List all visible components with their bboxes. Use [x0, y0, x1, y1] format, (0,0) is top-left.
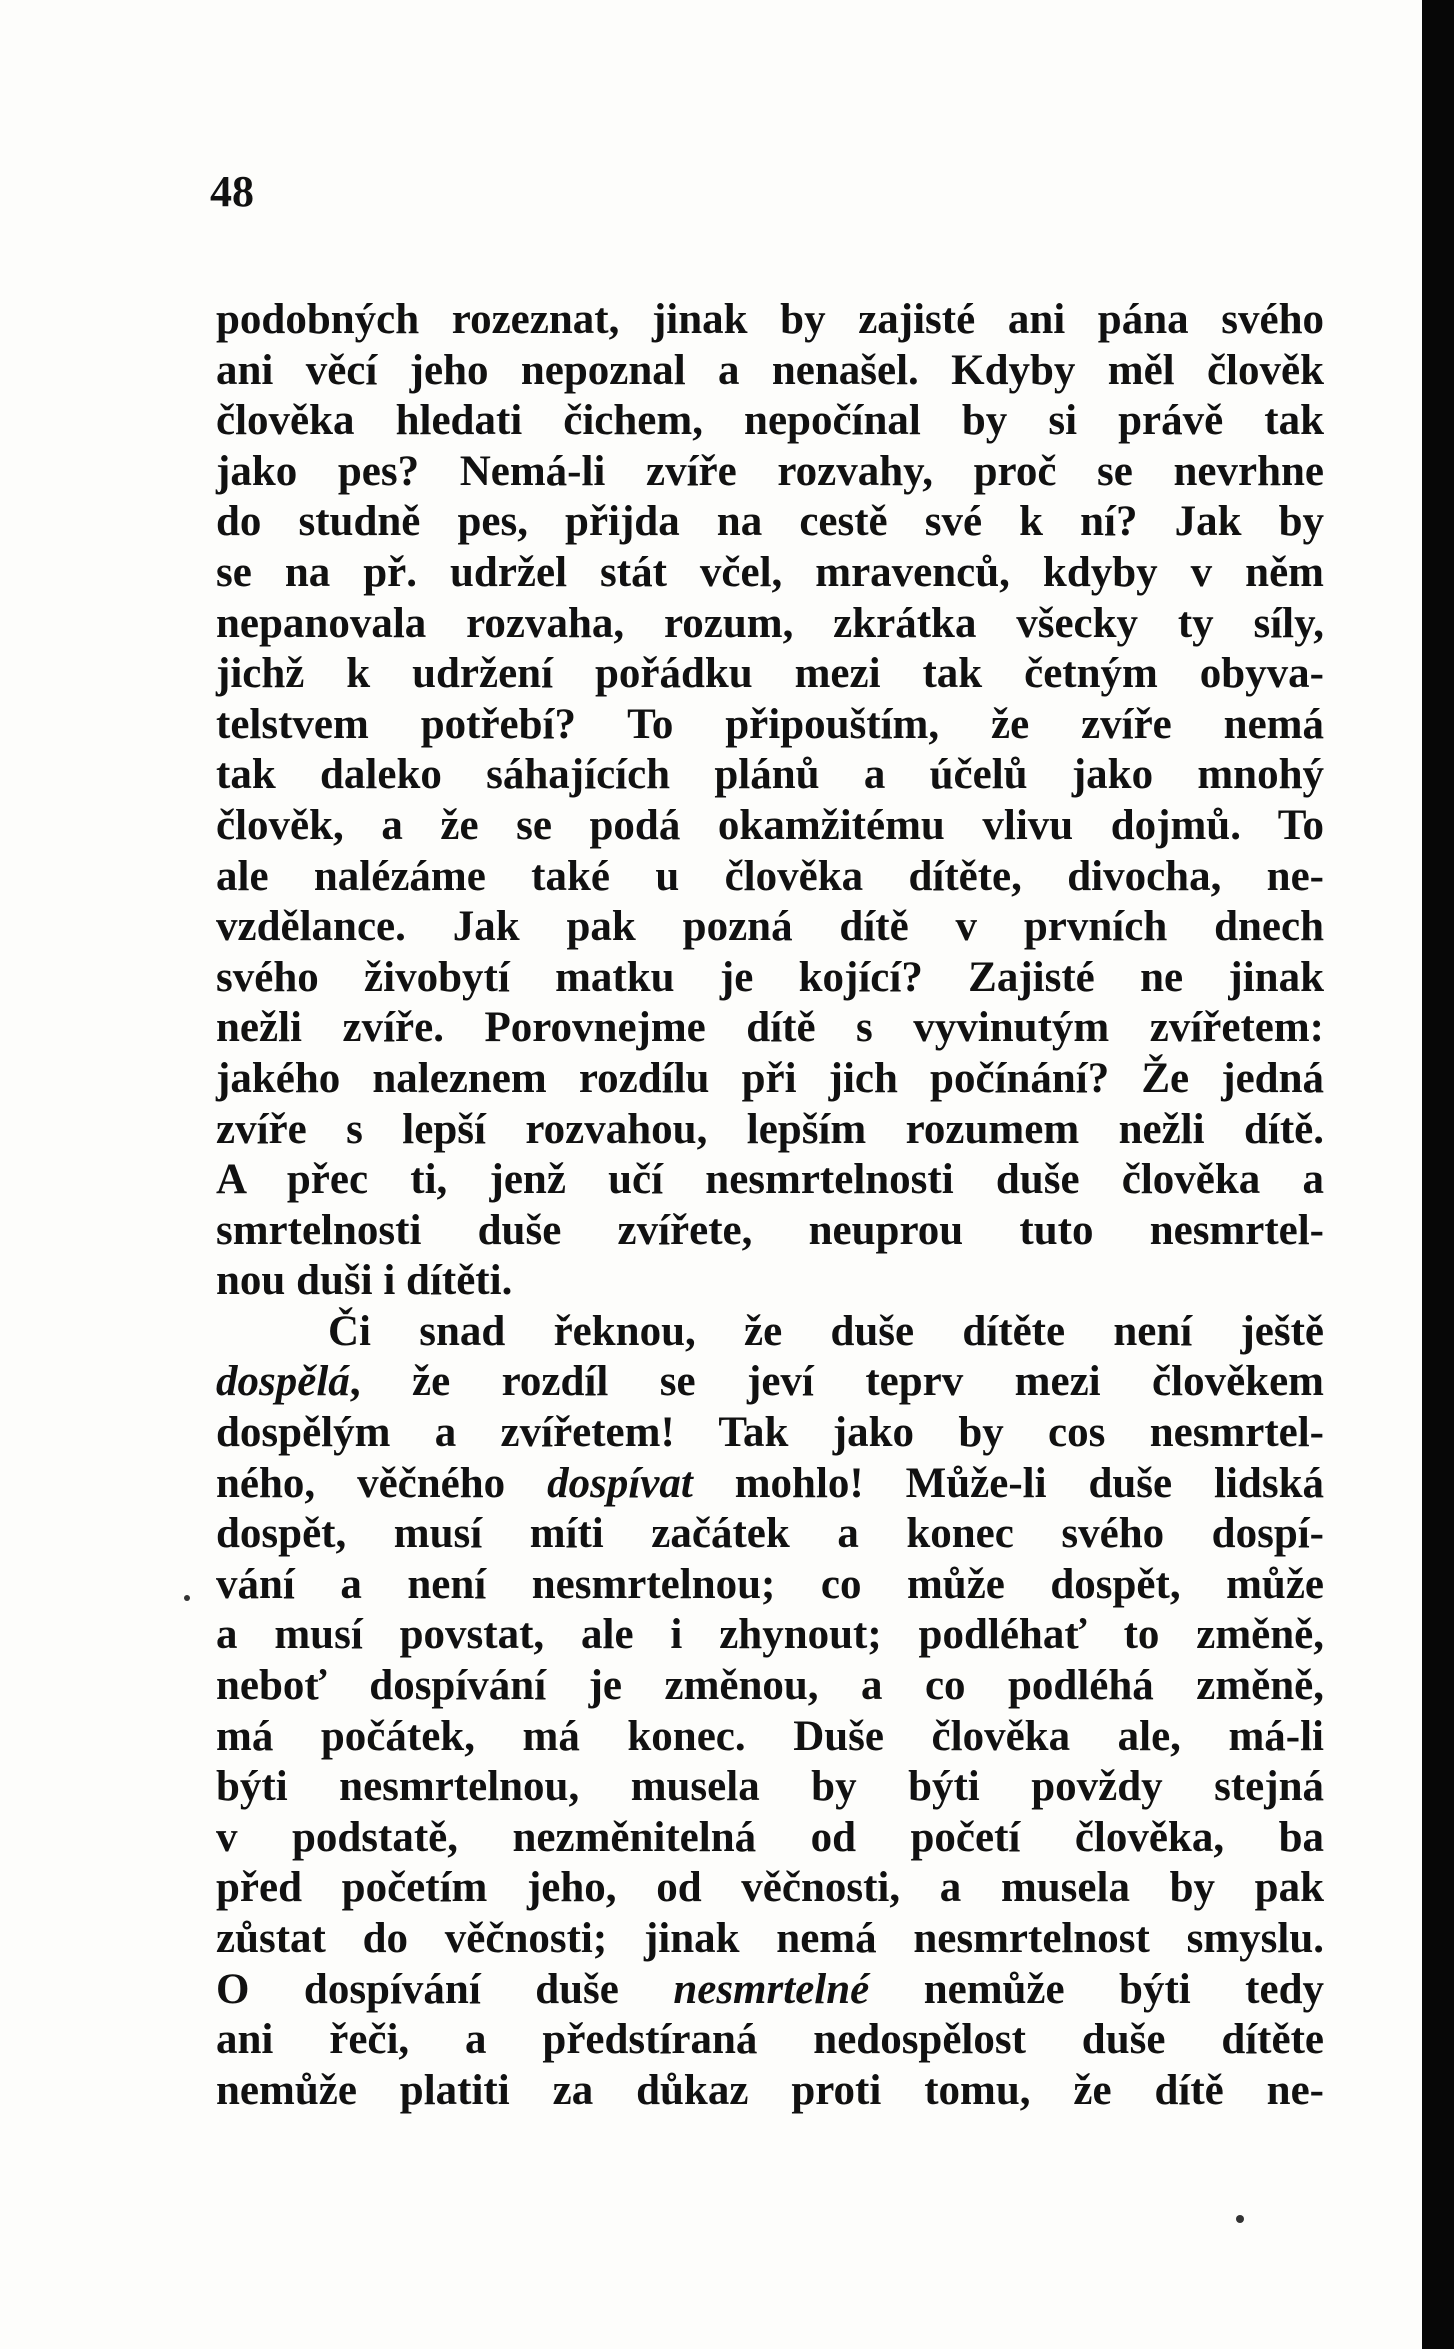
paragraph-2 — [216, 1307, 1324, 2117]
text-line: býti nesmrtelnou, musela by býti povždy stejná — [216, 1763, 1324, 1811]
text-line: nemůže platiti za důkaz proti tomu, že dítě ne- — [216, 2066, 1324, 2114]
text-line: vání a není nesmrtelnou; co může dospět, může — [216, 1560, 1324, 1608]
paper-speck — [1236, 2215, 1244, 2223]
text-line: ale nalézáme také u člověka dítěte, divocha, ne- — [216, 852, 1324, 900]
text-line: zůstat do věčnosti; jinak nemá nesmrtelnost smyslu. — [216, 1915, 1324, 1962]
text-line: neboť dospívání je změnou, a co podléhá změně, — [216, 1662, 1324, 1710]
text-line: tak daleko sáhajících plánů a účelů jako mnohý — [216, 751, 1324, 799]
text-line: svého živobytí matku je kojící? Zajisté ne jinak — [216, 953, 1324, 1001]
emphasis-text: nesmrtelné — [673, 1965, 870, 2013]
text-line: podobných rozeznat, jinak by zajisté ani pána svého — [216, 296, 1324, 343]
text-line: dospělá, že rozdíl se jeví teprv mezi člověkem — [216, 1358, 1324, 1406]
text-line: v podstatě, nezměnitelná od početí člověka, ba — [216, 1813, 1324, 1861]
text-line: Či snad řeknou, že duše dítěte není ještě — [328, 1307, 1324, 1355]
text-line: se na př. udržel stát včel, mravenců, kdyby v něm — [216, 548, 1324, 596]
text-line: ani věcí jeho nepoznal a nenašel. Kdyby měl člověk — [216, 346, 1324, 394]
text-line: O dospívání duše nesmrtelné nemůže býti tedy — [216, 1965, 1324, 2013]
text-line: ného, věčného dospívat mohlo! Může-li duše lidská — [216, 1459, 1324, 1507]
text-line: dospělým a zvířetem! Tak jako by cos nesmrtel- — [216, 1409, 1324, 1457]
paragraph-2-middle — [216, 1509, 1324, 1964]
text-line: do studně pes, přijda na cestě své k ní? Jak by — [216, 498, 1324, 546]
text-line: člověka hledati čichem, nepočínal by si právě tak — [216, 397, 1324, 445]
emphasis-text: dospělá — [216, 1358, 350, 1406]
text-line: smrtelnosti duše zvířete, neuprou tuto nesmrtel- — [216, 1206, 1324, 1254]
text-line: nou duši i dítěti. — [216, 1257, 513, 1305]
text-line: ani řeči, a předstíraná nedospělost duše dítěte — [216, 2016, 1324, 2064]
text-line: člověk, a že se podá okamžitému vlivu dojmů. To — [216, 801, 1324, 849]
text-line: vzdělance. Jak pak pozná dítě v prvních dnech — [216, 903, 1324, 951]
text-line: dospět, musí míti začátek a konec svého dospí- — [216, 1510, 1324, 1558]
text-line: zvíře s lepší rozvahou, lepším rozumem nežli dítě. — [216, 1105, 1324, 1153]
text-line: má počátek, má konec. Duše člověka ale, má-li — [216, 1712, 1324, 1760]
page-number: 48 — [210, 167, 254, 216]
text-line: jichž k udržení pořádku mezi tak četným obyva- — [216, 650, 1324, 698]
text-line: nepanovala rozvaha, rozum, zkrátka všecky ty síly, — [216, 599, 1324, 647]
paragraph-1 — [216, 295, 1324, 1307]
text-line: nežli zvíře. Porovnejme dítě s vyvinutým zvířetem: — [216, 1004, 1324, 1052]
text-line: před početím jeho, od věčnosti, a musela by pak — [216, 1864, 1324, 1912]
body-text — [216, 295, 1324, 2116]
text-line: a musí povstat, ale i zhynout; podléhať to změně, — [216, 1611, 1324, 1659]
emphasis-text: dospívat — [547, 1459, 693, 1507]
text-line: jako pes? Nemá-li zvíře rozvahy, proč se nevrhne — [216, 447, 1324, 495]
paper-speck — [184, 1595, 190, 1601]
text-line: telstvem potřebí? To připouštím, že zvíře nemá — [216, 700, 1324, 748]
page-edge-shadow — [1422, 0, 1454, 2349]
text-line: A přec ti, jenž učí nesmrtelnosti duše člověka a — [216, 1156, 1324, 1204]
text-line: jakého naleznem rozdílu při jich počínání? Že jedná — [216, 1054, 1324, 1102]
